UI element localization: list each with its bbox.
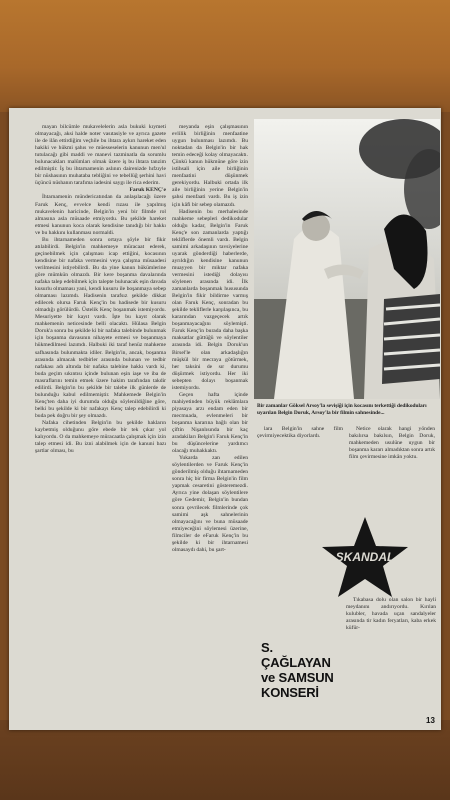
side-headline <box>261 640 343 700</box>
photo-illustration <box>254 119 440 399</box>
film-still-photo <box>254 119 440 399</box>
headline-line: S. ÇAĞLAYAN <box>261 640 331 670</box>
paragraph: Netice olarak hangi yönden bakılırsa bakılsın, Belgin Doruk, mahkemeden usulüne uygun bir boşanma kararı almadıktan sonra artık film çevirmesine imkân yoktu. <box>349 426 435 461</box>
headline-line: ve SAMSUN <box>261 670 334 685</box>
paragraph: lara Belgin'in sahne film çevirmiyecektika diyorlardı. <box>257 426 343 440</box>
paragraph: Tıkabasa dolu olan salon bir hayli meydanını andırıyordu. Kırılan kulubler, havada uçan sandalyeler arasında tir kadın feryatları, kaba erkek küfür- <box>346 597 436 632</box>
table-surface <box>0 0 450 112</box>
paragraph: Nafaka cihetinden Belgin'in bu şekilde hakların kaybetmiş olduğunu göre ebede bir tek çıkar yol kalıyordu. O da mahkemeye müracaatla çalışmak için izin talep etmesi idi. Bu izni alabilmek için de kanuni bazı şartlar olması, bu <box>35 419 166 455</box>
photo-caption: Bir zamanlar Göksel Arsoy'la sevişiği için kocasını terkettiği dedikoduları uyarılan Belgin Doruk, Arsoy'la bir filmin sahnesinde... <box>257 403 427 416</box>
paragraph: Geçen hafta içinde mahiyetinden büyük reklâmlara piyasaya arzı endam eden bir mecmuada, evlenmeleri bir boşanma kararına bağlı olan bir çiftin Nişanlısında bir kaç aradakiları Belgin'i Faruk Kenç'in bu düşüncelerine yardımcı olacağı muhakkaktı. <box>172 391 248 455</box>
headline-line: KONSERİ <box>261 685 319 700</box>
paragraph: Bu ihtarnameden sonra ortaya şöyle bir fikir atılabilirdi. Belgin'in mahkemeye müracaat ederek, geçinebilmek için çalışması icap ettiğini, kocasının kendisine bir nafaka vermesini veya çalışma müsaadesi verilmesini istiyebilirdi. Bu da yine kanun hükümlerine göre mümkün olmazdı. Bir kere boşanma davalarında nafaka talep edebilmek için talepte bulunacak eşin davada kusurlu olmaması yani, kendi kusuru ile boşanmaya sebep olmaması lazımdı. Hadisenin tarafsız şekilde dikkat edilecek olursa Faruk Kenç'in bu hadisede bir kusuru olmadığı görülürdü. Üstelik Kenç boşanmak istemiyordu. Mesuriyette bir kayıt vardı. İşte bu kayıt olarak mahkemenin neticesinde belli olacaktı. Hülasa Belgin Doruk'a sonra bu şekilde ki bir nafaka talebinde bulunmak için boşanma davasının nihayete ermesi ve boşanmaya hükmedilmesi lazımdı. Halbuki iki taraf henüz mahkeme safhasında bulunmakta idiler. Belgin'in, ancak, boşanma arasında almacak tedbirler arasında bulunan ve tedbir nafakası adı altında bir nafaka talebine hakkı vardı ki, buda geçim sıkıntısı içinde bulunan eşin iaşe ve iba de masraflarını temin etmek üzere hakim tarafından takdir edilirdi. Belgin'in bu şekilde bir talebe ilk günlerde de bulunduğu kabul edilmemiştir. Mahkemede Belgin'in Kenç'ten daha iyi durumda olduğu söylenildiğine göre, belki bu şekilde ki bir nafakayı Kenç talep edebilirdi ki buda pek doğru bir şey olmazdı. <box>35 236 166 419</box>
paragraph: mayan bilcümle mukavelelerin asla bukuki kıymeti olmayacağı, aksi halde noter vasıtasiyle ve ayrıca gazete ile de ilân ettirdiğim veçhile bu ihtara aykırı hareket eden hakiki ve hükmi şahıs ve müesseselerin kanunun men'ul tutulacağı gibi maddi ve manevi tazminatla da sorumlu bulunacakları malûmları olmak üzere iş bu ihtara tanzim edilmiştir. İş bu ihtarnamenin aslının dairenizde hıfzıyle bir nüshasının muhataba tebliğini ve tebellüğ şerhini havi üçüncü nüshanın tarafıma iadesini saygı ile rica ederim. <box>35 124 166 187</box>
signature: Faruk KENÇ'e <box>129 187 166 194</box>
paragraph: meyanda eşin çalışmasının evlilik birliğinin menfaatine uygun bulunması lazımdı. Bu noktadan da Belgin'in bir hak temin edeceği kolay olmayacaktı. Çünkü kanun hükmüne göre izin istihsali için aile birliğinin menfaatini düşünmek gerekiyordu. Halbuki ortada ilk aile birliğinin yerine Belgin'in şahsi menfaati vardı. Bu iş izin için kâfi bir sebep olamazdı. <box>172 124 248 208</box>
paragraph: İhtarnamenin mündericatından da anlaşılacağı üzere Faruk Kenç, evvelce kendi rızası ile yapılmış mukavelenin haricinde, Belgin'in yeni bir filmde rol almasına asla müsaade etmiyordu. Bu şekilde hareket etmesi kanunun koca olarak kendisine tanıdığı bir hakkı ve bu hakkını kullanması normaldi. <box>35 194 166 236</box>
article-column-2 <box>172 124 248 722</box>
skandal-logo <box>319 515 411 601</box>
article-column-1 <box>35 124 166 722</box>
paragraph: Yukarda zan edilen söylentilerden ve Faruk Kenç'in gönderilmiş olduğu ihtarnameden sonra hiç bir firma Belgin'in film yapmak cesaretini gösteremezdi. Ayrıca yine dolaşan söylentilere göre Gedemir, Belgin'in bundan sonra çevrilecek filmlerinde çok samimi aşk sahnelerinin olmayacağını ve buna müsaade etmiyeceğini söylemesi üzerine, filmciler de eFaruk Kenç'in bu şekilde ki bir ihtarnamesi olmasaydı dahi, bu şart- <box>172 455 248 553</box>
magazine-page <box>9 108 441 730</box>
table-edge <box>0 720 450 800</box>
star-icon <box>319 515 411 601</box>
paragraph: Hadisenin bu merhalesinde mahkeme sebepleri dedikodular olduğu kadar, Belgin'in Faruk Kenç'e son zamanlarda yaptığı tekliflerde önemli vardı. Belgin samimi arkadaşının tavsiyelerine uyarak gönderdiği haberlerde, ayrıldığın kendisine kanunun muayyen bir miktar nafaka vermesini istediği dolayısı söylenen arasında idi. İlk zamanlarda boşanmak hususunda Belgin'in fikir bildirme varmış olan Faruk Kenç, sonradan bu şekilde tekliflerle karşılaşınca, bu kararından vazgeçecek artık boşanmayacağını söylemişti. Faruk Kenç'in burada daha başka maksatlar güttüğü ve söylentiler arasında idi. Belgin Doruk'un Birsel'le olan arkadaşlığın müşkül bir mecraya götürmek, her taksini de sır durumu düşürmek istiyordu. Her iki sebepten dolayı boşanmak istemiyordu. <box>172 208 248 391</box>
skandal-word: SKANDAL <box>335 550 395 564</box>
page-number: 13 <box>426 716 435 725</box>
article-column-5 <box>346 597 436 725</box>
